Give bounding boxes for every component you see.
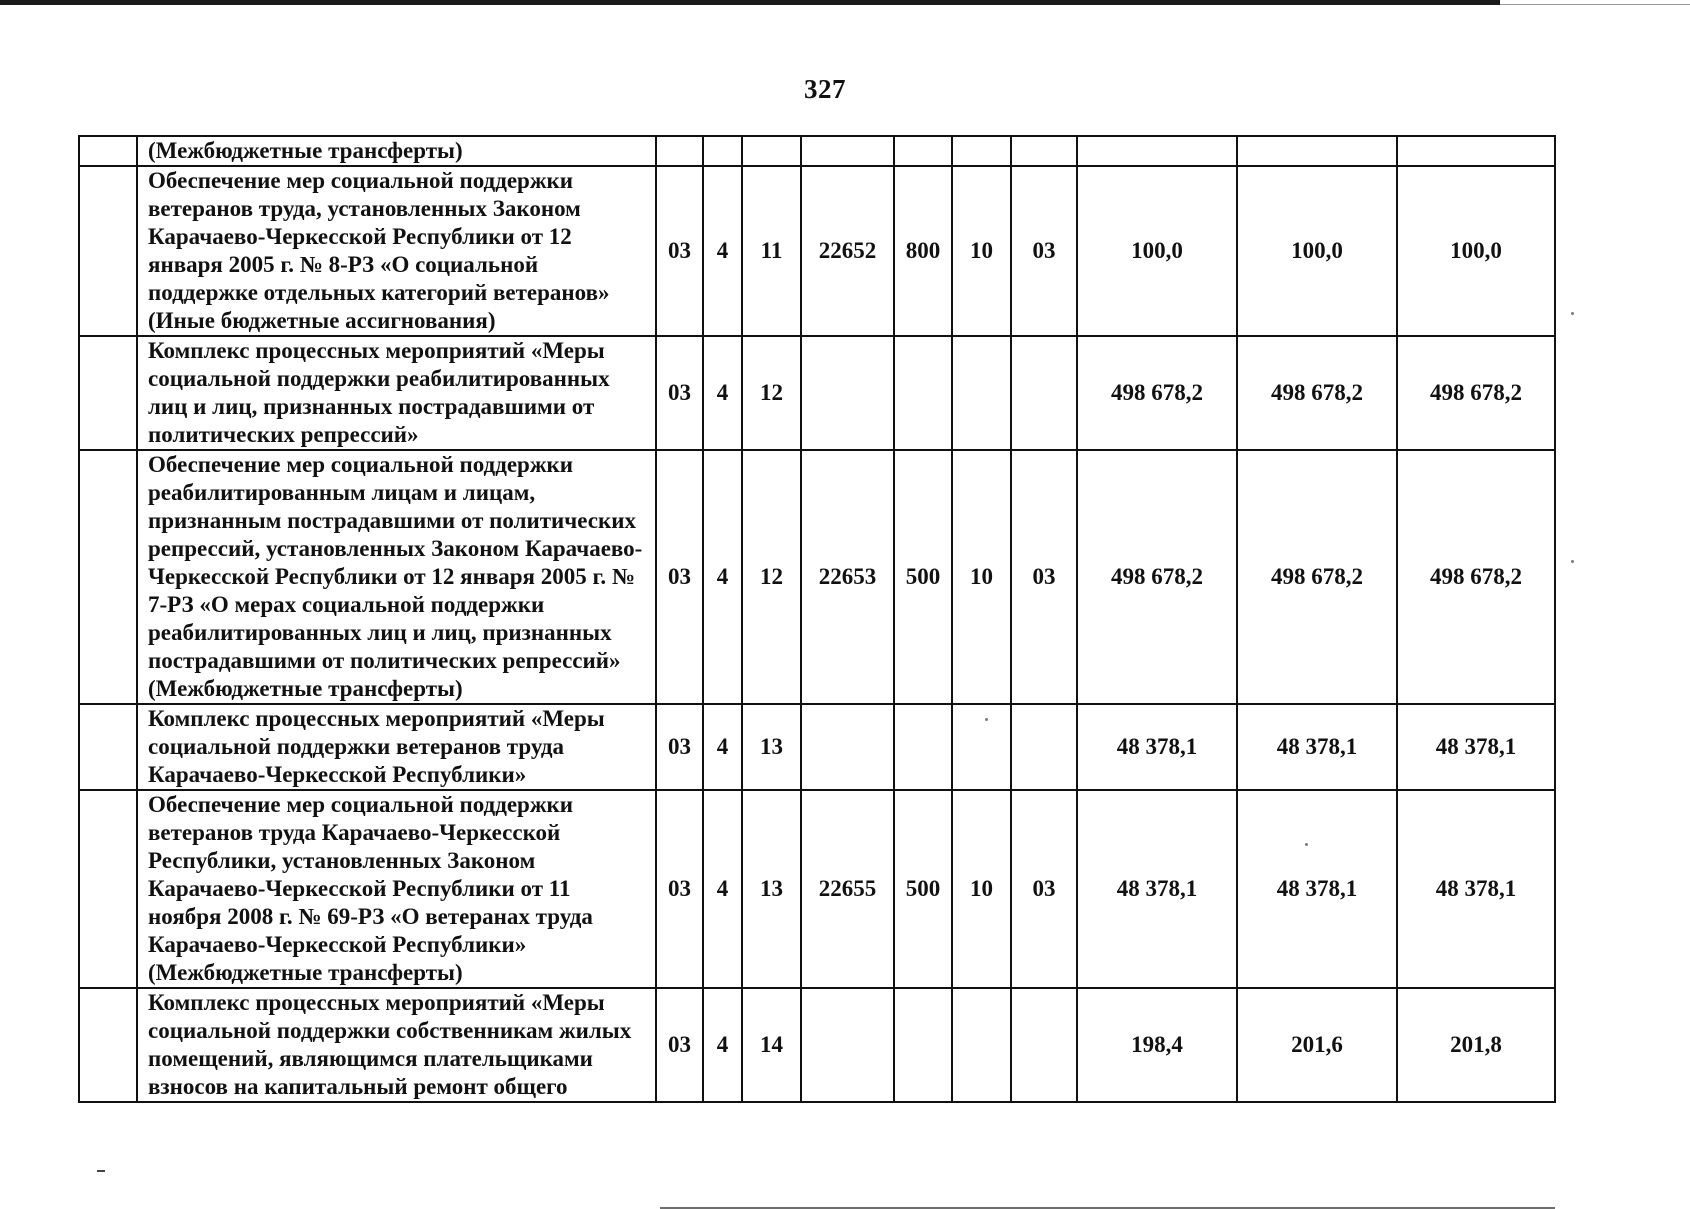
table-row bbox=[79, 988, 1555, 1102]
code-cell bbox=[801, 704, 894, 790]
code-cell bbox=[801, 988, 894, 1102]
scan-speck bbox=[1571, 560, 1574, 563]
amount-cell: 48 378,1 bbox=[1077, 704, 1237, 790]
row-index-cell bbox=[79, 136, 137, 166]
amount-cell bbox=[1397, 136, 1555, 166]
amount-cell bbox=[1237, 136, 1397, 166]
code-cell bbox=[1011, 704, 1077, 790]
code-cell bbox=[703, 136, 742, 166]
table-row bbox=[79, 336, 1555, 450]
row-index-cell bbox=[79, 790, 137, 988]
amount-cell: 498 678,2 bbox=[1237, 450, 1397, 704]
code-cell: 11 bbox=[742, 166, 801, 336]
code-cell: 10 bbox=[952, 790, 1011, 988]
row-description: Обеспечение мер социальной поддержки реабилитированным лицам и лицам, признанным пострадавшими от политических репрессий, установленных Законом Карачаево-Черкесской Республики от 12 января 2005 г. № 7-РЗ «О мерах социальной поддержки реабилитированных лиц и лиц, признанных пострадавшими от политических репрессий» (Межбюджетные трансферты) bbox=[137, 450, 656, 704]
row-description: Обеспечение мер социальной поддержки ветеранов труда, установленных Законом Карачаево-Черкесской Республики от 12 января 2005 г. № 8-РЗ «О социальной поддержке отдельных категорий ветеранов» (Иные бюджетные ассигнования) bbox=[137, 166, 656, 336]
code-cell: 22655 bbox=[801, 790, 894, 988]
code-cell: 03 bbox=[656, 450, 703, 704]
amount-cell: 48 378,1 bbox=[1397, 704, 1555, 790]
code-cell: 10 bbox=[952, 450, 1011, 704]
scan-speck bbox=[985, 718, 988, 721]
row-index-cell bbox=[79, 166, 137, 336]
top-scan-border bbox=[0, 0, 1500, 5]
code-cell: 12 bbox=[742, 336, 801, 450]
row-description: Обеспечение мер социальной поддержки ветеранов труда Карачаево-Черкесской Республики, установленных Законом Карачаево-Черкесской Республики от 11 ноября 2008 г. № 69-РЗ «О ветеранах труда Карачаево-Черкесской Республики» (Межбюджетные трансферты) bbox=[137, 790, 656, 988]
scan-mark bbox=[97, 1170, 105, 1172]
code-cell bbox=[742, 136, 801, 166]
code-cell: 03 bbox=[656, 166, 703, 336]
code-cell: 13 bbox=[742, 790, 801, 988]
scan-speck bbox=[1571, 312, 1574, 315]
amount-cell: 48 378,1 bbox=[1397, 790, 1555, 988]
amount-cell: 48 378,1 bbox=[1237, 704, 1397, 790]
scan-speck bbox=[1305, 843, 1308, 846]
row-index-cell bbox=[79, 704, 137, 790]
code-cell bbox=[894, 136, 952, 166]
row-description: Комплекс процессных мероприятий «Меры социальной поддержки ветеранов труда Карачаево-Черкесской Республики» bbox=[137, 704, 656, 790]
table-row bbox=[79, 704, 1555, 790]
code-cell bbox=[1011, 988, 1077, 1102]
code-cell bbox=[801, 136, 894, 166]
code-cell: 4 bbox=[703, 790, 742, 988]
table-row bbox=[79, 136, 1555, 166]
code-cell: 800 bbox=[894, 166, 952, 336]
amount-cell: 498 678,2 bbox=[1077, 450, 1237, 704]
amount-cell: 201,6 bbox=[1237, 988, 1397, 1102]
amount-cell bbox=[1077, 136, 1237, 166]
code-cell: 4 bbox=[703, 336, 742, 450]
page-number: 327 bbox=[804, 74, 846, 104]
amount-cell: 48 378,1 bbox=[1077, 790, 1237, 988]
code-cell: 03 bbox=[1011, 450, 1077, 704]
code-cell bbox=[952, 136, 1011, 166]
code-cell bbox=[1011, 336, 1077, 450]
code-cell: 22652 bbox=[801, 166, 894, 336]
row-index-cell bbox=[79, 988, 137, 1102]
amount-cell: 498 678,2 bbox=[1237, 336, 1397, 450]
table-row bbox=[79, 166, 1555, 336]
row-description: Комплекс процессных мероприятий «Меры социальной поддержки реабилитированных лиц и лиц, признанных пострадавшими от политических репрессий» bbox=[137, 336, 656, 450]
code-cell: 500 bbox=[894, 790, 952, 988]
code-cell bbox=[952, 704, 1011, 790]
amount-cell: 48 378,1 bbox=[1237, 790, 1397, 988]
amount-cell: 100,0 bbox=[1077, 166, 1237, 336]
budget-table bbox=[78, 135, 1556, 1103]
code-cell: 12 bbox=[742, 450, 801, 704]
code-cell bbox=[952, 336, 1011, 450]
code-cell: 03 bbox=[656, 336, 703, 450]
row-description: (Межбюджетные трансферты) bbox=[137, 136, 656, 166]
code-cell bbox=[1011, 136, 1077, 166]
amount-cell: 498 678,2 bbox=[1077, 336, 1237, 450]
code-cell: 03 bbox=[656, 988, 703, 1102]
code-cell bbox=[656, 136, 703, 166]
code-cell: 4 bbox=[703, 704, 742, 790]
table-row bbox=[79, 450, 1555, 704]
code-cell: 03 bbox=[656, 704, 703, 790]
code-cell: 03 bbox=[1011, 790, 1077, 988]
code-cell bbox=[894, 336, 952, 450]
amount-cell: 100,0 bbox=[1397, 166, 1555, 336]
code-cell: 03 bbox=[656, 790, 703, 988]
amount-cell: 498 678,2 bbox=[1397, 450, 1555, 704]
code-cell bbox=[952, 988, 1011, 1102]
code-cell bbox=[801, 336, 894, 450]
code-cell: 13 bbox=[742, 704, 801, 790]
code-cell: 4 bbox=[703, 450, 742, 704]
code-cell: 03 bbox=[1011, 166, 1077, 336]
code-cell: 500 bbox=[894, 450, 952, 704]
row-description: Комплекс процессных мероприятий «Меры социальной поддержки собственникам жилых помещений, являющимся плательщиками взносов на капитальный ремонт общего bbox=[137, 988, 656, 1102]
row-index-cell bbox=[79, 336, 137, 450]
table-row bbox=[79, 790, 1555, 988]
code-cell: 10 bbox=[952, 166, 1011, 336]
code-cell: 22653 bbox=[801, 450, 894, 704]
code-cell bbox=[894, 988, 952, 1102]
code-cell bbox=[894, 704, 952, 790]
row-index-cell bbox=[79, 450, 137, 704]
top-scan-border-faint bbox=[1500, 4, 1690, 5]
amount-cell: 100,0 bbox=[1237, 166, 1397, 336]
amount-cell: 498 678,2 bbox=[1397, 336, 1555, 450]
code-cell: 4 bbox=[703, 166, 742, 336]
amount-cell: 201,8 bbox=[1397, 988, 1555, 1102]
code-cell: 4 bbox=[703, 988, 742, 1102]
code-cell: 14 bbox=[742, 988, 801, 1102]
amount-cell: 198,4 bbox=[1077, 988, 1237, 1102]
